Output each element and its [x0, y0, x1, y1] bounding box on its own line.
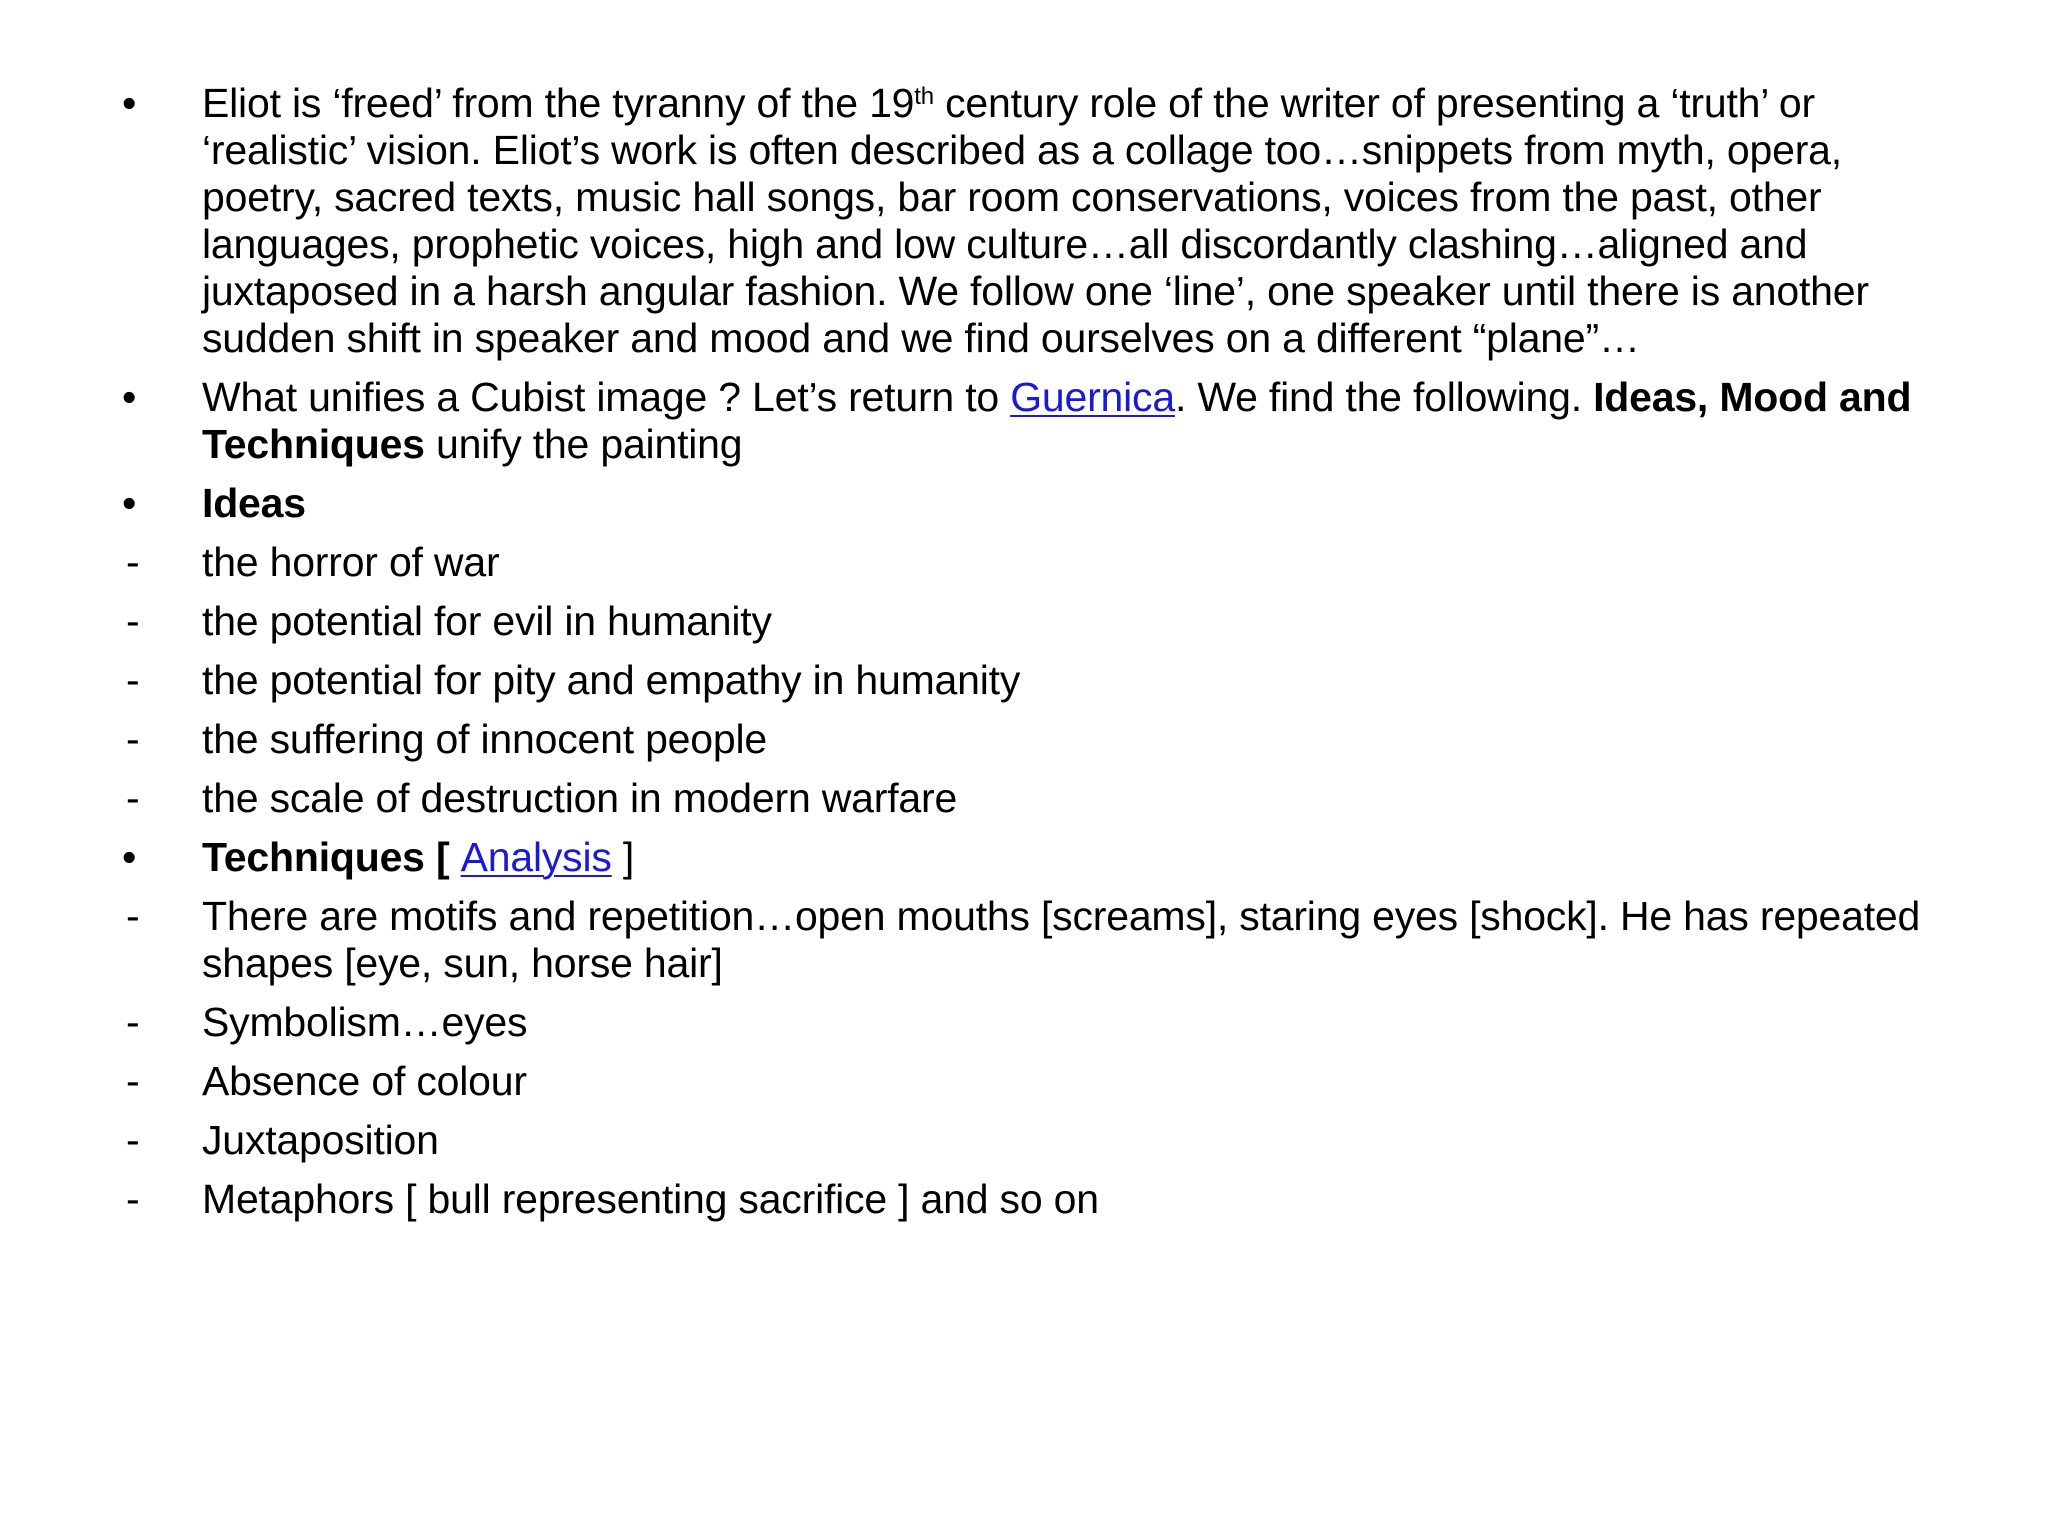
list-item-idea [118, 598, 1948, 645]
bullet-marker: • [122, 480, 137, 526]
list-item-idea [118, 539, 1948, 586]
dash-marker: - [126, 539, 140, 585]
analysis-link[interactable]: Analysis [460, 834, 612, 880]
bullet-marker: • [122, 80, 137, 126]
item-text: Juxtaposition [202, 1117, 439, 1163]
bullet-marker: • [122, 834, 137, 880]
item-text: the potential for evil in humanity [202, 598, 772, 644]
list-item-cubist-image [118, 374, 1948, 468]
dash-marker: - [126, 775, 140, 821]
item-text: ] [611, 834, 635, 880]
dash-marker: - [126, 598, 140, 644]
dash-marker: - [126, 657, 140, 703]
item-bold-text: Ideas, Mood and Techniques [202, 374, 1912, 467]
dash-marker: - [126, 1117, 140, 1163]
list-item-ideas-heading [118, 480, 1948, 527]
bullet-list [118, 80, 1948, 1235]
list-item-idea [118, 775, 1948, 822]
item-text: What unifies a Cubist image ? Let’s return to [202, 374, 1011, 420]
item-text: the suffering of innocent people [202, 716, 767, 762]
dash-marker: - [126, 1176, 140, 1222]
item-text: Eliot is ‘freed’ from the tyranny of the 19 [202, 80, 915, 126]
list-item-technique [118, 893, 1948, 987]
item-text: Symbolism…eyes [202, 999, 528, 1045]
list-item-idea [118, 716, 1948, 763]
list-item-eliot-collage [118, 80, 1948, 362]
techniques-heading: Techniques [ [202, 834, 461, 880]
item-text: century role of the writer of presenting a ‘truth’ or ‘realistic’ vision. Eliot’s work is often described as a collage too…snippets from myth, opera, poetry, sacred texts, music hall songs, bar room conservations, voices from the past, other languages, prophetic voices, high and low culture…all discordantly clashing…aligned and juxtaposed in a harsh angular fashion. We follow one ‘line’, one speaker until there is another sudden shift in speaker and mood and we find ourselves on a different “plane”… [202, 80, 1869, 361]
dash-marker: - [126, 999, 140, 1045]
dash-marker: - [126, 893, 140, 939]
dash-marker: - [126, 716, 140, 762]
item-text: There are motifs and repetition…open mouths [screams], staring eyes [shock]. He has repeated shapes [eye, sun, horse hair] [202, 893, 1921, 986]
superscript-th: th [914, 83, 934, 111]
list-item-technique [118, 999, 1948, 1046]
list-item-idea [118, 657, 1948, 704]
dash-marker: - [126, 1058, 140, 1104]
bullet-marker: • [122, 374, 137, 420]
list-item-technique [118, 1058, 1948, 1105]
item-text: unify the painting [424, 421, 743, 467]
list-item-technique [118, 1176, 1948, 1223]
item-text: the scale of destruction in modern warfare [202, 775, 958, 821]
item-text: the potential for pity and empathy in humanity [202, 657, 1021, 703]
list-item-technique [118, 1117, 1948, 1164]
item-text: Absence of colour [202, 1058, 527, 1104]
list-item-techniques-heading [118, 834, 1948, 881]
item-text: Metaphors [ bull representing sacrifice ] and so on [202, 1176, 1099, 1222]
ideas-heading: Ideas [202, 480, 306, 526]
guernica-link[interactable]: Guernica [1010, 374, 1175, 420]
item-text: . We find the following. [1174, 374, 1594, 420]
item-text: the horror of war [202, 539, 500, 585]
